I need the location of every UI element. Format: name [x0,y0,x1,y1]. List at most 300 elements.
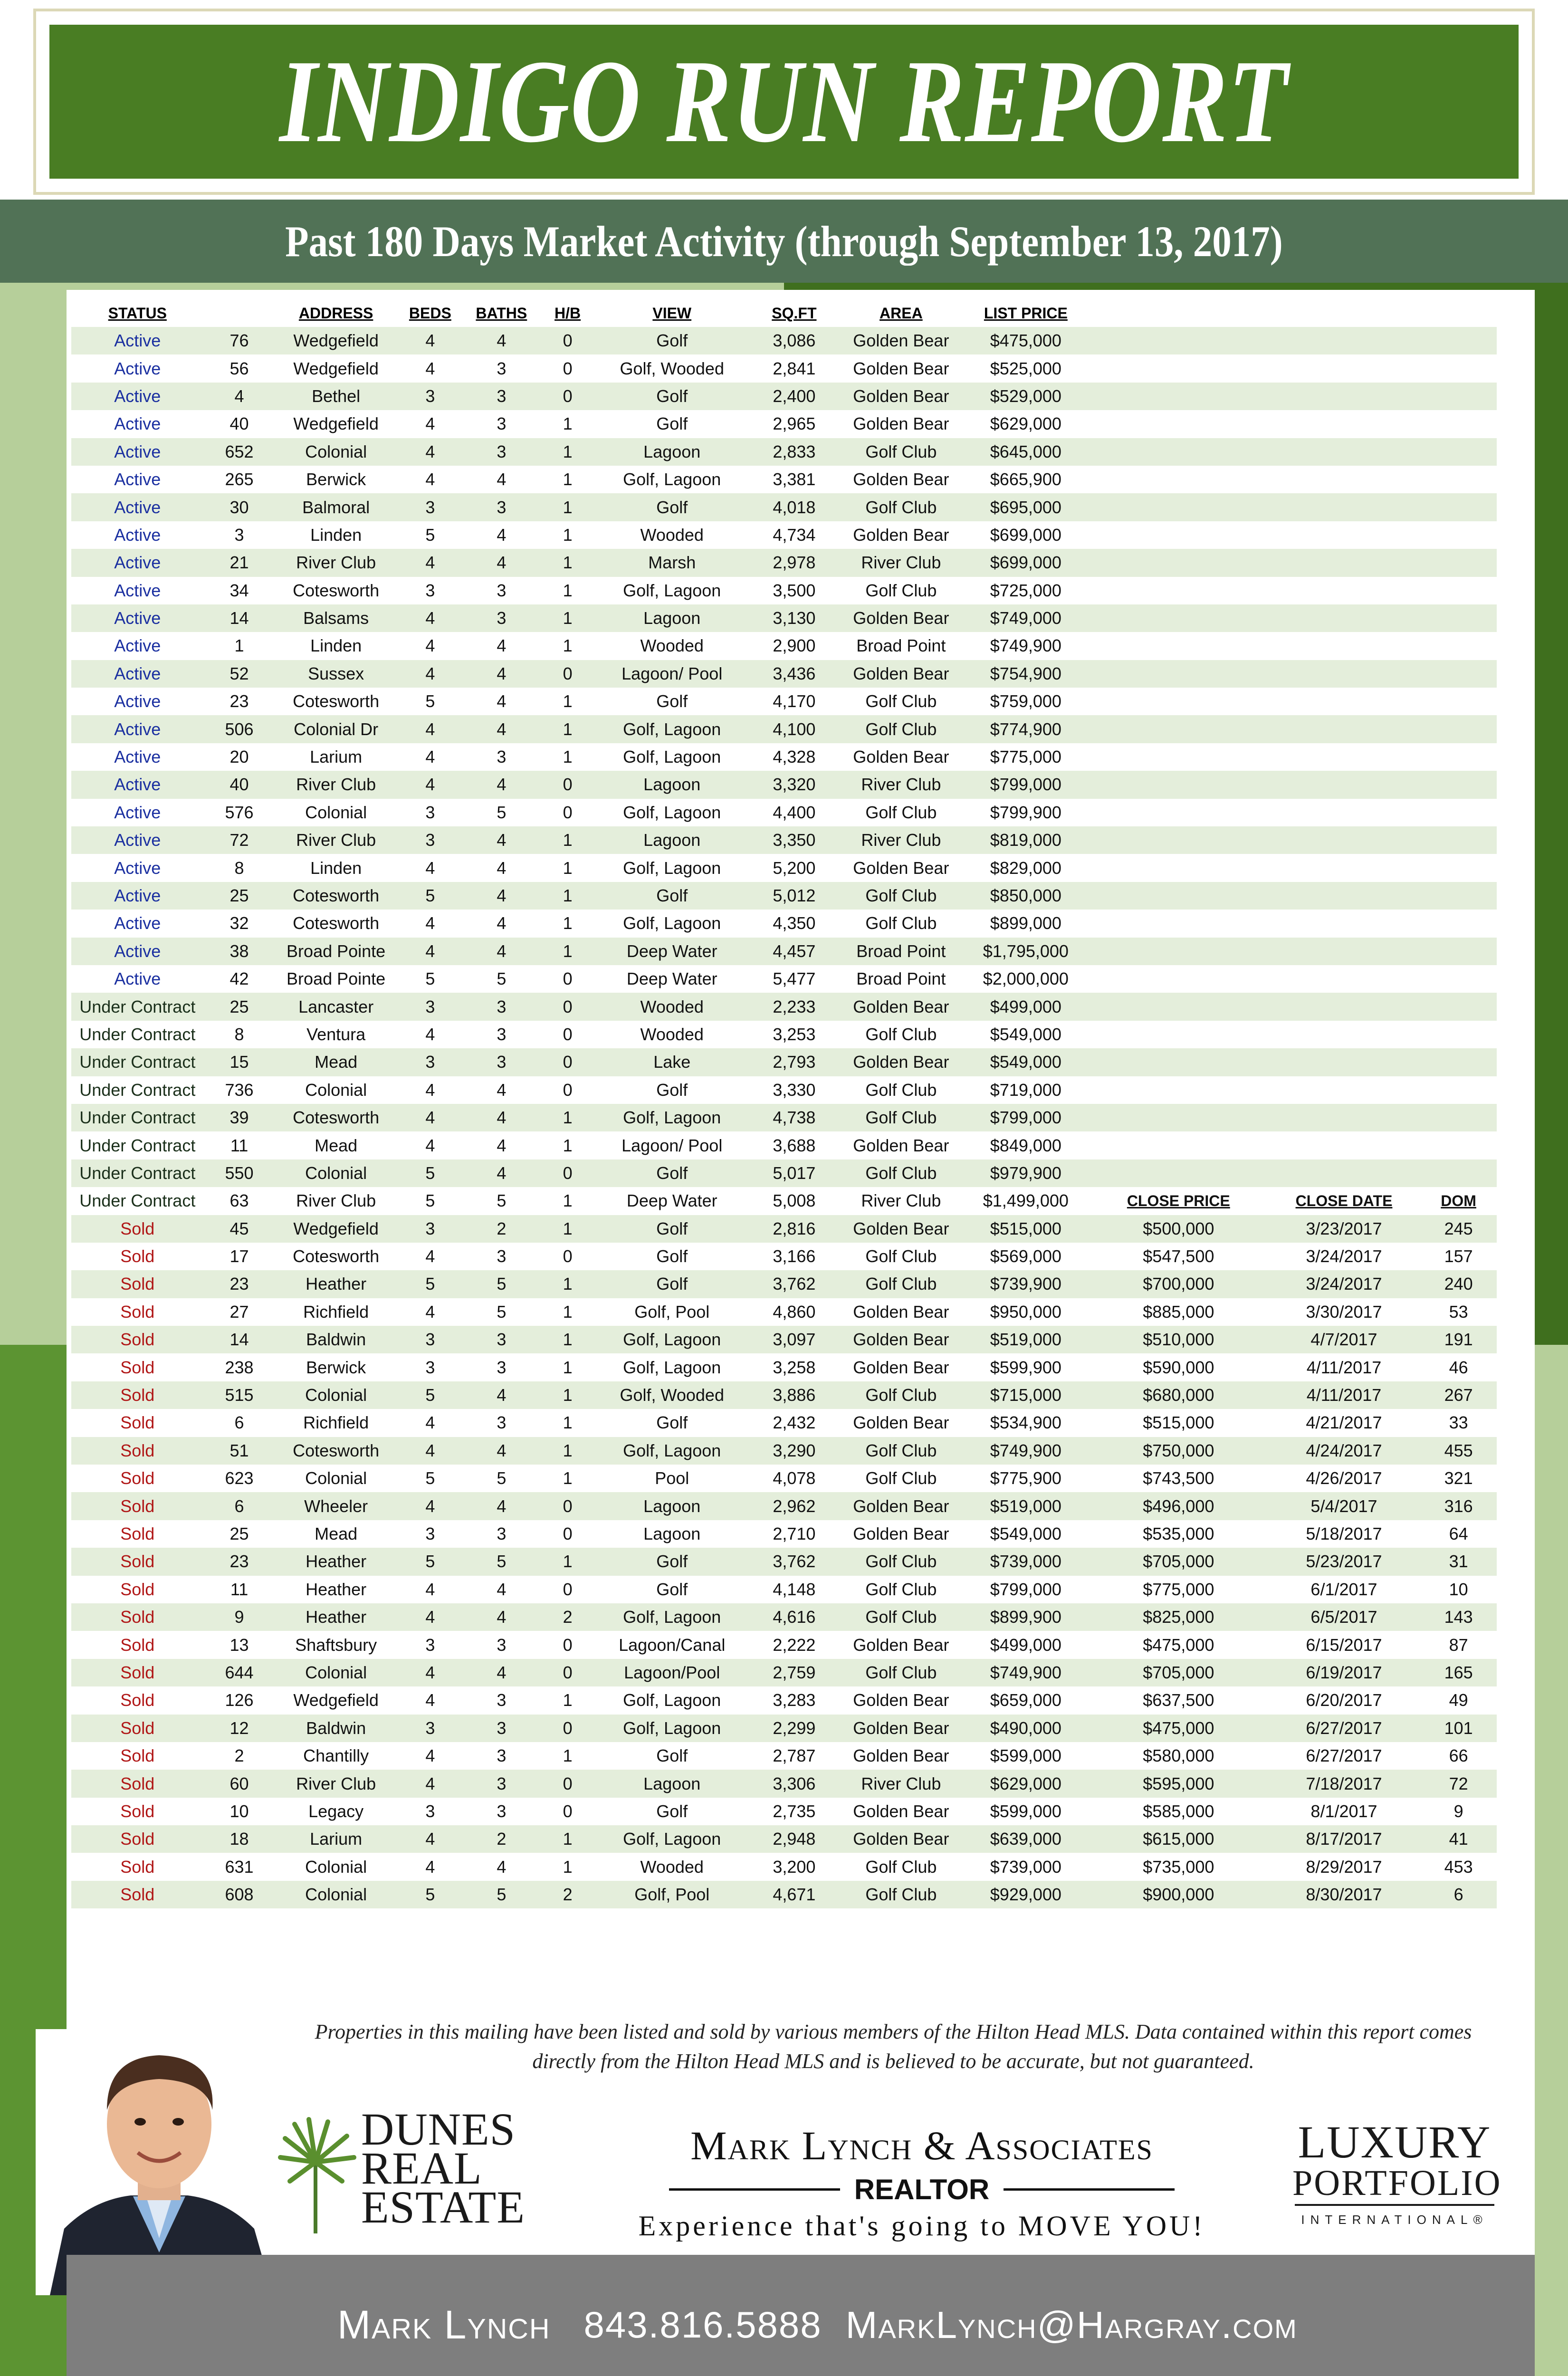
table-row [71,383,1497,410]
cell-sqft: 3,283 [773,1690,816,1710]
cell-sqft: 4,328 [773,747,816,767]
cell-beds: 4 [397,1104,463,1131]
cell-area: Broad Point [856,969,946,989]
cell-status: Sold [71,1881,204,1908]
cell-street-number: 42 [229,969,249,989]
cell-close-date: 4/21/2017 [1306,1413,1382,1433]
cell-list-price: $850,000 [962,882,1090,910]
cell-view: Lagoon [596,438,748,466]
cell-status: Sold [120,1579,155,1599]
table-row [71,1492,1497,1520]
cell-close-price: $885,000 [1143,1302,1214,1322]
cell-status: Sold [71,1215,204,1243]
cell-dom: 453 [1444,1857,1473,1877]
cell-area: Golden Bear [853,1357,949,1377]
cell-beds: 4 [425,1080,435,1100]
cell-beds: 3 [397,826,463,854]
cell-status: Sold [120,1857,155,1877]
cell-view: Golf [656,1579,688,1599]
header-close-price-spacer [1090,299,1268,327]
cell-list-price: $950,000 [990,1302,1061,1322]
cell-baths: 4 [497,525,507,545]
cell-baths: 3 [463,1048,540,1076]
cell-street-number: 76 [204,327,275,354]
cell-view: Golf, Wooded [620,358,724,378]
cell-street-number: 39 [204,1104,275,1131]
cell-area: Golden Bear [853,1135,949,1155]
cell-half-baths: 1 [540,1270,596,1298]
cell-close-price: $595,000 [1090,1770,1268,1797]
cell-baths: 5 [497,1468,507,1488]
realtor-row [580,2173,1264,2206]
cell-close-price: $580,000 [1143,1746,1214,1766]
cell-dom: 72 [1420,1770,1497,1797]
cell-status: Under Contract [79,1191,196,1211]
cell-beds: 3 [397,1215,463,1243]
luxury-portfolio-logo [1292,2117,1502,2227]
cell-close-price: $585,000 [1143,1801,1214,1821]
report-title: INDIGO RUN REPORT [279,36,1289,167]
cell-status: Sold [120,1523,155,1543]
cell-list-price: $979,900 [962,1159,1090,1187]
cell-baths: 4 [497,1857,507,1877]
cell-status: Sold [120,1302,155,1322]
cell-status: Active [114,858,161,878]
cell-street-number: 20 [229,747,249,767]
dunes-line-2: REAL [361,2143,482,2194]
cell-street-number: 8 [234,1024,244,1044]
table-row [71,1520,1497,1548]
cell-view: Golf [596,882,748,910]
cell-list-price: $569,000 [990,1246,1061,1266]
cell-baths: 4 [463,882,540,910]
cell-half-baths: 1 [563,1857,573,1877]
background-right-top [1535,261,1568,1345]
cell-baths: 4 [463,771,540,798]
cell-close-price: $515,000 [1143,1413,1214,1433]
cell-beds: 5 [397,1270,463,1298]
table-row [71,1742,1497,1770]
cell-close-date: 5/4/2017 [1268,1492,1420,1520]
cell-status: Sold [71,1659,204,1686]
cell-street-number: 623 [225,1468,254,1488]
cell-sqft: 3,306 [748,1770,840,1797]
cell-status: Sold [71,1437,204,1465]
cell-street-number: 11 [230,1579,249,1599]
cell-street-number: 11 [230,1135,249,1155]
table-row [71,1576,1497,1603]
cell-area: Golf Club [840,1881,962,1908]
cell-baths: 5 [497,802,507,822]
table-row [71,1215,1497,1243]
cell-close-price: $535,000 [1143,1523,1214,1543]
cell-list-price: $739,900 [962,1270,1090,1298]
cell-status: Active [114,969,161,989]
cell-street-name: Sussex [275,660,397,688]
cell-street-number: 56 [229,358,249,378]
header-sqft: SQ.FT [772,304,817,322]
cell-baths: 4 [463,1159,540,1187]
cell-list-price: $475,000 [962,327,1090,354]
cell-half-baths: 1 [540,1215,596,1243]
cell-baths: 4 [497,1579,507,1599]
team-name: Mark Lynch & Associates [690,2123,1153,2168]
divider-right [1004,2188,1175,2191]
cell-street-name: Heather [275,1603,397,1631]
cell-view: Wooded [596,993,748,1020]
cell-list-price: $699,000 [962,549,1090,576]
cell-list-price: $665,900 [990,469,1061,489]
cell-baths: 3 [497,414,507,434]
cell-view: Golf, Pool [634,1302,710,1322]
cell-baths: 2 [463,1215,540,1243]
cell-beds: 4 [425,636,435,656]
cell-street-number: 644 [204,1659,275,1686]
cell-area: Golf Club [840,1159,962,1187]
cell-baths: 3 [463,1715,540,1742]
cell-beds: 4 [397,327,463,354]
cell-baths: 4 [497,469,507,489]
table-row [71,1686,1497,1714]
cell-view: Golf, Lagoon [596,1104,748,1131]
cell-street-name: Cotesworth [293,691,380,711]
cell-sqft: 4,100 [748,715,840,743]
cell-beds: 3 [397,993,463,1020]
cell-sqft: 2,787 [773,1746,816,1766]
cell-street-name: Cotesworth [293,1246,380,1266]
cell-area: Golden Bear [840,660,962,688]
cell-street-name: Berwick [306,469,366,489]
cell-area: Golf Club [840,1603,962,1631]
cell-view: Golf [656,1413,688,1433]
cell-sqft: 3,130 [748,604,840,632]
table-row [71,1715,1497,1742]
cell-list-price: $799,000 [962,771,1090,798]
cell-street-number: 238 [225,1357,254,1377]
cell-baths: 4 [463,1381,540,1409]
cell-dom: 64 [1449,1523,1468,1543]
cell-baths: 4 [497,913,507,933]
cell-street-number: 40 [229,414,249,434]
header-hb: H/B [555,304,581,322]
contact-email[interactable]: MarkLynch@Hargray.com [845,2303,1298,2346]
team-tagline: Experience that's going to MOVE YOU! [638,2210,1205,2242]
cell-street-number: 506 [204,715,275,743]
cell-beds: 5 [425,1191,435,1211]
cell-half-baths: 1 [540,1381,596,1409]
cell-beds: 4 [397,1437,463,1465]
cell-close-price: $615,000 [1090,1825,1268,1853]
cell-status: Active [114,580,161,600]
cell-half-baths: 0 [563,1579,573,1599]
table-row [71,577,1497,604]
cell-sqft: 5,012 [748,882,840,910]
cell-close-date: 6/27/2017 [1268,1715,1420,1742]
table-row [71,1353,1497,1381]
cell-street-number: 1 [234,636,244,656]
cell-half-baths: 1 [563,1357,573,1377]
cell-list-price: $819,000 [962,826,1090,854]
cell-baths: 3 [497,1746,507,1766]
cell-street-name: Colonial [275,1659,397,1686]
table-row [71,965,1497,993]
cell-area: Golden Bear [853,358,949,378]
cell-baths: 4 [497,636,507,656]
cell-sqft: 4,738 [748,1104,840,1131]
cell-beds: 5 [425,969,435,989]
cell-view: Lagoon/Pool [596,1659,748,1686]
cell-close-date: 3/23/2017 [1268,1215,1420,1243]
table-row [71,410,1497,438]
cell-beds: 4 [397,660,463,688]
cell-close-date: 6/15/2017 [1306,1635,1382,1655]
cell-list-price: $499,000 [990,1635,1061,1655]
cell-sqft: 3,886 [748,1381,840,1409]
cell-area: Golden Bear [853,414,949,434]
cell-close-price: $775,000 [1143,1579,1214,1599]
cell-status: Sold [120,1413,155,1433]
cell-street-name: Colonial [305,1080,367,1100]
cell-street-name: Broad Pointe [287,969,386,989]
cell-street-number: 40 [204,771,275,798]
cell-status: Active [71,715,204,743]
table-row [71,493,1497,521]
table-row [71,743,1497,771]
cell-half-baths: 0 [563,1246,573,1266]
cell-sqft: 2,222 [773,1635,816,1655]
cell-list-price: $739,000 [962,1548,1090,1575]
cell-area: River Club [840,826,962,854]
cell-dom: 240 [1420,1270,1497,1298]
cell-list-price: $629,000 [962,1770,1090,1797]
cell-list-price: $749,900 [962,1437,1090,1465]
listings-table-wrap [71,299,1497,1908]
contact-phone[interactable]: 843.816.5888 [583,2304,822,2346]
cell-street-name: Balsams [275,604,397,632]
cell-sqft: 3,253 [773,1024,816,1044]
cell-street-name: Chantilly [303,1746,369,1766]
cell-street-name: Linden [310,525,362,545]
table-row [71,327,1497,354]
cell-area: Golden Bear [840,327,962,354]
cell-street-name: Larium [310,747,363,767]
cell-status: Sold [120,1690,155,1710]
cell-half-baths: 0 [540,993,596,1020]
cell-beds: 4 [397,549,463,576]
cell-street-name: Cotesworth [293,580,380,600]
cell-baths: 3 [497,1523,507,1543]
cell-area: Broad Point [856,636,946,656]
cell-half-baths: 0 [563,969,573,989]
header-view: VIEW [652,304,692,322]
cell-sqft: 4,018 [748,493,840,521]
cell-street-number: 631 [225,1857,254,1877]
cell-street-name: Wheeler [275,1492,397,1520]
cell-half-baths: 1 [540,604,596,632]
header-number [204,299,275,327]
cell-street-name: Colonial [305,1468,367,1488]
cell-view: Golf [656,1746,688,1766]
table-row [71,1048,1497,1076]
cell-view: Golf, Lagoon [623,1690,721,1710]
cell-baths: 4 [463,1104,540,1131]
cell-area: Golf Club [840,715,962,743]
cell-street-number: 23 [204,1548,275,1575]
cell-beds: 4 [425,1302,435,1322]
cell-dom: 49 [1449,1690,1468,1710]
cell-street-number: 2 [234,1746,244,1766]
cell-close-date: 6/27/2017 [1306,1746,1382,1766]
table-row [71,1159,1497,1187]
cell-list-price: $775,900 [990,1468,1061,1488]
table-row [71,354,1497,382]
dunes-line-1: DUNES [361,2104,516,2155]
cell-street-number: 12 [204,1715,275,1742]
cell-baths: 4 [497,1080,507,1100]
table-row [71,826,1497,854]
cell-close-price: $743,500 [1143,1468,1214,1488]
cell-list-price: $759,000 [990,691,1061,711]
cell-sqft: 3,762 [748,1548,840,1575]
luxury-line-3: INTERNATIONAL® [1301,2213,1488,2227]
cell-street-name: Colonial Dr [275,715,397,743]
table-row [71,771,1497,798]
cell-street-number: 13 [229,1635,249,1655]
contact-bar [67,2255,1535,2376]
cell-baths: 5 [497,1302,507,1322]
cell-beds: 5 [397,1881,463,1908]
cell-baths: 3 [463,493,540,521]
cell-baths: 3 [497,1024,507,1044]
table-row [71,1825,1497,1853]
cell-status: Active [114,414,161,434]
cell-close-price: $705,000 [1090,1548,1268,1575]
cell-sqft: 2,759 [748,1659,840,1686]
cell-view: Deep Water [626,969,717,989]
cell-view: Golf, Lagoon [596,1326,748,1353]
cell-status: Sold [71,1326,204,1353]
cell-street-number: 17 [229,1246,249,1266]
cell-list-price: $599,000 [990,1746,1061,1766]
cell-view: Wooded [640,1024,704,1044]
table-row [71,1548,1497,1575]
cell-street-number: 21 [204,549,275,576]
cell-sqft: 4,734 [773,525,816,545]
cell-close-date: 8/29/2017 [1306,1857,1382,1877]
cell-area: Golden Bear [840,1215,962,1243]
cell-area: Golf Club [840,1381,962,1409]
cell-dom: 101 [1420,1715,1497,1742]
cell-area: Golden Bear [853,469,949,489]
table-row [71,438,1497,466]
cell-close-price: $547,500 [1143,1246,1214,1266]
cell-close-price: $705,000 [1090,1659,1268,1686]
cell-beds: 4 [425,1746,435,1766]
cell-beds: 4 [425,469,435,489]
cell-list-price: $739,000 [990,1857,1061,1877]
cell-street-number: 25 [204,993,275,1020]
cell-street-number: 60 [204,1770,275,1797]
cell-baths: 3 [497,1801,507,1821]
cell-area: Golden Bear [840,993,962,1020]
cell-area: Golf Club [840,1659,962,1686]
table-row [71,660,1497,688]
cell-view: Golf, Lagoon [623,747,721,767]
cell-street-name: Wedgefield [293,414,379,434]
cell-baths: 4 [497,691,507,711]
cell-baths: 3 [497,1357,507,1377]
cell-list-price: $629,000 [990,414,1061,434]
contact-name: Mark Lynch [337,2302,551,2347]
cell-beds: 3 [397,383,463,410]
cell-view: Golf, Lagoon [596,715,748,743]
cell-list-price: $515,000 [962,1215,1090,1243]
cell-baths: 3 [497,1635,507,1655]
cell-area: Golden Bear [840,383,962,410]
cell-half-baths: 0 [540,383,596,410]
cell-close-date: 8/17/2017 [1268,1825,1420,1853]
cell-status: Sold [120,1357,155,1377]
cell-area: River Club [861,1191,941,1211]
cell-status: Active [114,469,161,489]
cell-status: Active [71,826,204,854]
cell-half-baths: 0 [540,1715,596,1742]
cell-half-baths: 1 [540,826,596,854]
cell-street-name: Colonial [305,802,367,822]
header-dom: DOM [1420,1187,1497,1215]
cell-beds: 4 [397,938,463,965]
table-row [71,1853,1497,1880]
cell-view: Lagoon/Canal [619,1635,726,1655]
cell-street-number: 23 [229,691,249,711]
cell-beds: 3 [425,1523,435,1543]
cell-street-number: 9 [204,1603,275,1631]
cell-status: Active [71,383,204,410]
cell-baths: 5 [463,1548,540,1575]
cell-street-name: Balmoral [275,493,397,521]
cell-beds: 4 [425,1690,435,1710]
cell-dom: 316 [1420,1492,1497,1520]
cell-beds: 4 [397,1492,463,1520]
cell-dom: 143 [1420,1603,1497,1631]
cell-close-price: $735,000 [1143,1857,1214,1877]
cell-half-baths: 1 [563,1135,573,1155]
cell-street-number: 4 [204,383,275,410]
cell-half-baths: 1 [563,525,573,545]
cell-baths: 3 [463,604,540,632]
cell-beds: 4 [397,604,463,632]
cell-street-number: 25 [229,1523,249,1543]
luxury-line-2: PORTFOLIO [1292,2163,1502,2203]
subtitle-banner [0,200,1568,283]
cell-area: Golden Bear [853,1635,949,1655]
cell-half-baths: 1 [540,882,596,910]
cell-baths: 5 [497,969,507,989]
cell-list-price: $899,900 [962,1603,1090,1631]
cell-area: Golden Bear [840,1048,962,1076]
cell-status: Sold [71,1381,204,1409]
cell-sqft: 5,477 [773,969,816,989]
cell-close-date: 7/18/2017 [1268,1770,1420,1797]
cell-area: Golden Bear [853,747,949,767]
cell-street-number: 27 [229,1302,249,1322]
cell-half-baths: 0 [540,1159,596,1187]
cell-beds: 4 [425,1413,435,1433]
cell-sqft: 2,710 [773,1523,816,1543]
cell-baths: 3 [463,1326,540,1353]
cell-street-name: Baldwin [275,1326,397,1353]
cell-baths: 5 [463,1881,540,1908]
